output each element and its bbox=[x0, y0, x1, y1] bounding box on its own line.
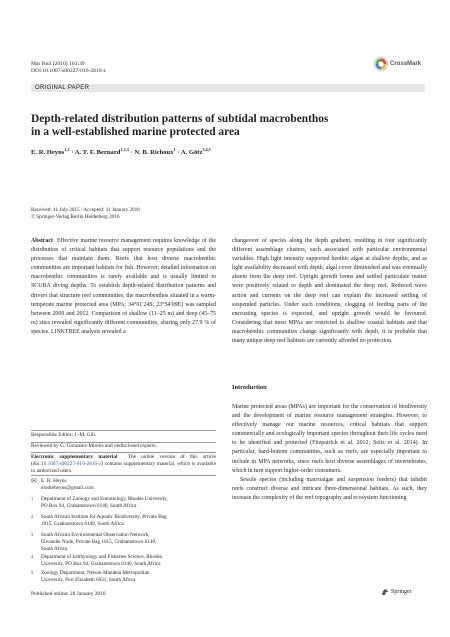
author-name[interactable]: A. T. F. Bernard bbox=[74, 149, 121, 157]
affiliation-number: 2 bbox=[31, 514, 34, 519]
esm-heading: Electronic supplementary material bbox=[31, 454, 118, 460]
responsible-editor: Responsible Editor: J.-M. Gili. bbox=[31, 432, 97, 438]
introduction-body bbox=[232, 403, 427, 503]
journal-citation: Mar Biol (2016) 163:39 bbox=[31, 61, 85, 67]
published-date: Published online: 28 January 2016 bbox=[31, 591, 106, 597]
article-title bbox=[31, 113, 391, 139]
springer-label: Springer bbox=[391, 589, 412, 595]
correspondence bbox=[41, 478, 94, 492]
author-name[interactable]: E. R. Heyns bbox=[31, 149, 65, 157]
affiliation-line: Elwandle Node, Private Bag 1015, Grahamstown 6140, bbox=[41, 538, 157, 545]
author-list bbox=[31, 147, 391, 156]
author-affiliation: 1,2 bbox=[64, 147, 70, 152]
abstract-text: Effective marine resource management requires knowledge of the distribution of critical habitats that support resource populations and the processes that maintain them. Reefs that host diverse macrobenthic communities are important habitats for fish. However, detailed information on macrobenthic communities is rarely available and is usually limited to SCUBA diving depths. To establish depth-related distribution patterns and drivers that structure reef communities, the macrobenthos situated in a warm-temperate marine protected area (MPA; 34°01′24S; 23°54′09E) was sampled between 2009 and 2012. Comparison of shallow (11–25 m) and deep (45–75 m) sites revealed significantly different communities, sharing only 27.9 % of species. LINKTREE analysis revealed a bbox=[31, 238, 216, 335]
author-name[interactable]: A. Götz bbox=[180, 149, 203, 157]
affiliation-number: 3 bbox=[31, 532, 34, 537]
abstract bbox=[31, 237, 216, 337]
author-separator: · bbox=[71, 149, 74, 157]
received-dates: Received: 11 July 2015 / Accepted: 11 January 2016 bbox=[31, 207, 140, 213]
title-line-1: Depth-related distribution patterns of subtidal macrobenthos bbox=[31, 113, 329, 125]
crossmark-badge[interactable] bbox=[374, 56, 430, 71]
supplementary-note bbox=[31, 454, 216, 474]
crossmark-label: CrossMark bbox=[390, 60, 422, 67]
affiliation-number: 1 bbox=[31, 496, 34, 501]
journal-doi: DOI 10.1007/s00227-016-2816-z bbox=[31, 68, 106, 74]
introduction-heading: Introduction bbox=[232, 384, 267, 391]
intro-paragraph-2: Sessile species (including macroalgae and suspension feeders) that inhabit reefs construct diverse and intricate three-dimensional habitats. As such, they increase the complexity of the reef topography and ecosystem functioning bbox=[232, 476, 427, 501]
affiliation-line: PO Box 94, Grahamstown 6140, South Africa bbox=[41, 502, 137, 509]
received-info bbox=[31, 207, 140, 221]
esm-text-before: The online version of this article (doi: bbox=[31, 454, 216, 467]
affiliation-5 bbox=[31, 570, 150, 584]
affiliation-line: Department of Ichthyology and Fisheries Science, Rhodes bbox=[41, 554, 162, 560]
envelope-icon: ✉ bbox=[31, 477, 37, 485]
correspondence-name: E. R. Heyns bbox=[41, 478, 67, 484]
crossmark-icon bbox=[374, 57, 388, 71]
esm-doi-link[interactable]: 10.1007/s00227-016-2816-z bbox=[41, 460, 102, 467]
affiliation-line: 1015, Grahamstown 6140, South Africa bbox=[41, 520, 124, 527]
author-separator: · bbox=[177, 149, 180, 157]
affiliation-3 bbox=[31, 532, 157, 552]
intro-paragraph-1: Marine protected areas (MPAs) are important for the conservation of biodiversity and the development of marine resource management strategies. However, to effectively manage our marine resources, critical habitats that support commercially and ecologically important species throughout their life cycles need to be identified and protected (Fitzpatrick et al. 2012; Seitz et al. 2014). In particular, hard-bottom communities, such as reefs, are especially important to include in MPA networks, since reefs host diverse assemblages of invertebrates, which in turn support higher-order consumers. bbox=[232, 404, 427, 474]
abstract-continued: changeover of species along the depth gradient, resulting in four significantly different assemblage clusters, each associated with particular environmental variables. High light intensity supported benthic algae at shallow depths, and as light availability decreased with depth, algal cover diminished and was eventually absent from the deep reef. Upright growth forms and settled particulate matter were positively related to depth and dominated the deep reef. Reduced wave action and currents on the deep reef can explain the increased settling of suspended particles. Under such conditions, clogging of feeding parts of the encrusting species is expected, and upright growth would be favoured. Considering that most MPAs are restricted to shallow coastal habitats and that macrobenthic communities change significantly with depth, it is probable that many unique deep reef habitats are currently afforded no protection. bbox=[232, 238, 427, 345]
journal-info bbox=[31, 61, 106, 75]
affiliation-2 bbox=[31, 514, 167, 528]
author-affiliation: 1,2,3 bbox=[120, 147, 129, 152]
affiliation-line: South African Environmental Observation Network, bbox=[41, 532, 150, 538]
affiliation-line: University, Port Elizabeth 6031, South Africa bbox=[41, 576, 136, 583]
springer-horse-icon bbox=[381, 588, 389, 596]
affiliation-number: 4 bbox=[31, 554, 34, 559]
author-separator: · bbox=[130, 149, 133, 157]
abstract-heading: Abstract bbox=[31, 238, 53, 244]
affiliation-1 bbox=[31, 496, 168, 510]
springer-logo bbox=[381, 588, 412, 596]
paper-type-bar bbox=[31, 84, 425, 92]
affiliation-4 bbox=[31, 554, 162, 568]
reviewer-info: Reviewed by G. Gonzalez-Mirelis and undisclosed experts. bbox=[31, 443, 157, 449]
esm-text-after: ) contains supplementary material, which is available to authorized users. bbox=[31, 460, 216, 474]
author-name[interactable]: N. B. Richoux bbox=[134, 149, 174, 157]
copyright: © Springer-Verlag Berlin Heidelberg 2016 bbox=[31, 213, 120, 220]
divider bbox=[31, 452, 216, 453]
affiliation-line: South African Institute for Aquatic Biodiversity, Private Bag bbox=[41, 514, 167, 520]
affiliation-number: 5 bbox=[31, 570, 34, 575]
correspondence-email[interactable]: elodieheyns@gmail.com bbox=[41, 484, 94, 491]
divider bbox=[31, 430, 216, 431]
affiliation-line: Department of Zoology and Entomology, Rhodes University, bbox=[41, 496, 168, 502]
affiliation-line: Zoology Department, Nelson Mandela Metropolitan bbox=[41, 570, 150, 576]
paper-type: ORIGINAL PAPER bbox=[35, 85, 90, 91]
divider bbox=[31, 475, 216, 476]
author-affiliation: 3,4,5 bbox=[202, 147, 211, 152]
affiliation-line: South Africa bbox=[41, 545, 68, 552]
affiliation-line: University, PO Box 94, Grahamstown 6140, South Africa bbox=[41, 560, 161, 567]
title-line-2: in a well-established marine protected area bbox=[31, 126, 240, 138]
author-affiliation: 1 bbox=[173, 147, 176, 152]
